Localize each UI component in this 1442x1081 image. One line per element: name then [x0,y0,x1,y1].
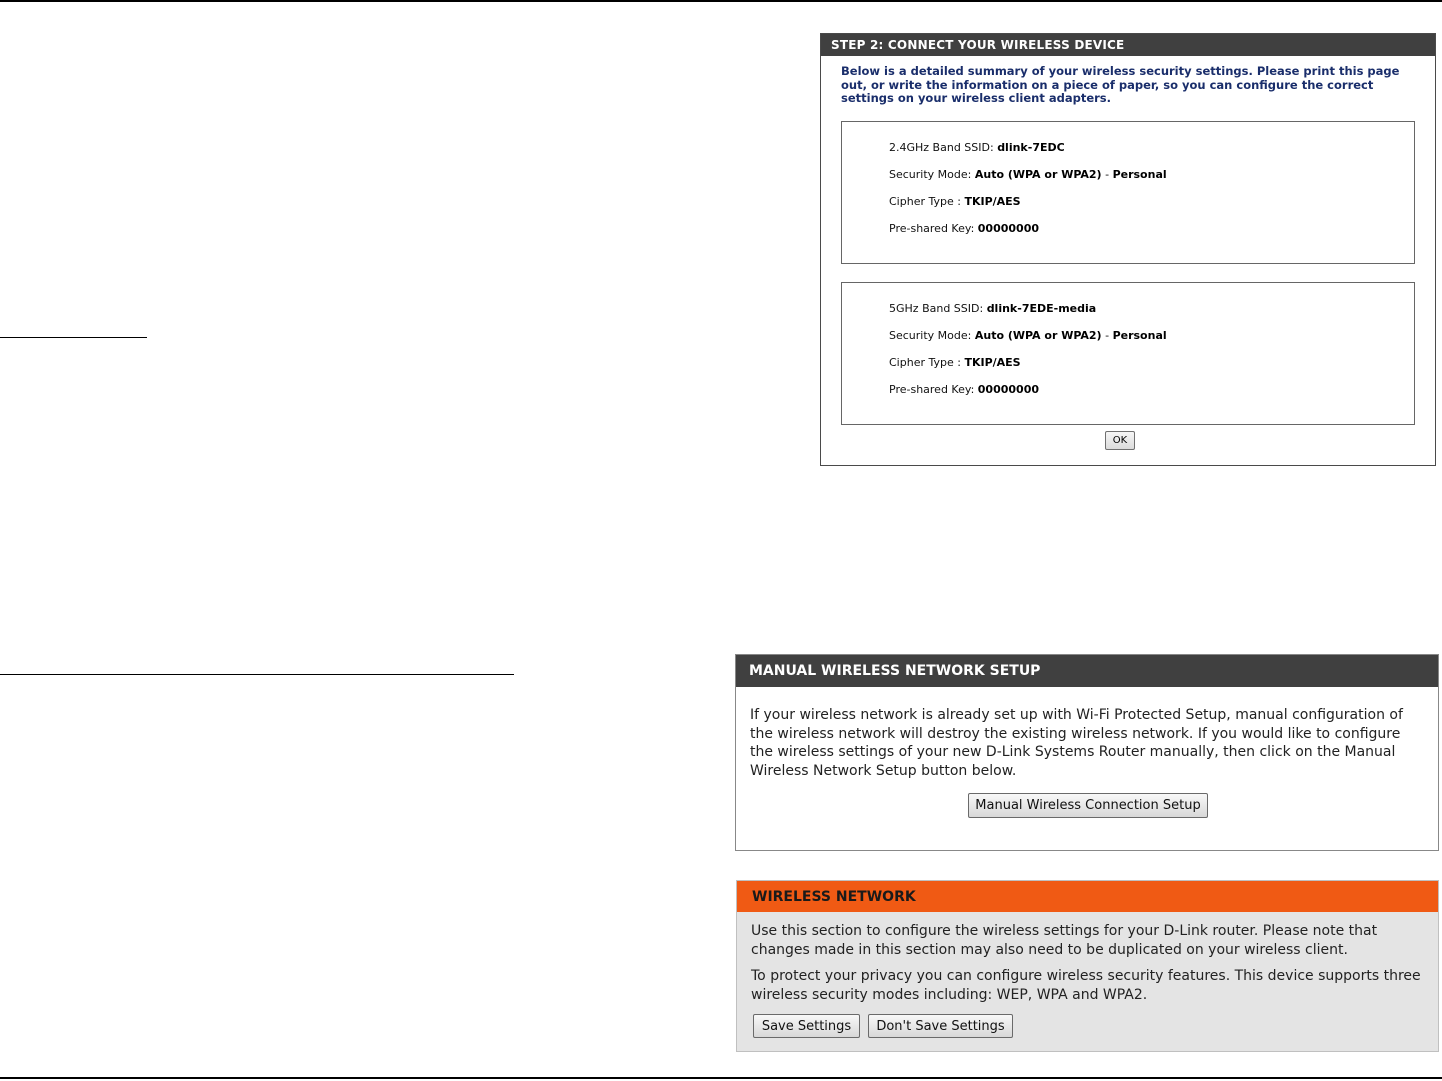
manual-wireless-setup-panel [735,654,1439,851]
security-mode-suffix: Personal [1112,168,1167,181]
divider-line [0,674,514,675]
security-mode-value: Auto (WPA or WPA2) [974,329,1102,342]
step2-intro: Below is a detailed summary of your wireless security settings. Please print this page out, or write the information on a piece of paper, so you can configure the correct settings on your wireless client adapters. [841,64,1400,105]
security-mode-label: Security Mode: [889,329,975,342]
security-mode-value: Auto (WPA or WPA2) [974,168,1102,181]
bottom-rule [0,1077,1442,1079]
separator: - [1101,168,1113,181]
cipher-type-value: TKIP/AES [964,195,1021,208]
security-mode-row [889,168,1167,181]
dont-save-settings-button[interactable]: Don't Save Settings [868,1014,1013,1038]
cipher-type-row [889,356,1021,369]
band-5ghz-summary [841,282,1415,425]
separator: - [1101,329,1113,342]
ssid-value: dlink-7EDC [997,141,1065,154]
cipher-type-row [889,195,1021,208]
wireless-network-header: WIRELESS NETWORK [737,881,1438,912]
wireless-network-panel [736,880,1439,1052]
manual-wireless-connection-setup-button[interactable]: Manual Wireless Connection Setup [968,793,1208,818]
step2-panel [820,33,1436,466]
manual-setup-header: MANUAL WIRELESS NETWORK SETUP [736,655,1438,687]
ssid-value: dlink-7EDE-media [986,302,1097,315]
ssid-label: 5GHz Band SSID: [889,302,987,315]
wireless-security-description: To protect your privacy you can configure wireless security features. This device supports three wireless security modes including: WEP, WPA and WPA2. [751,968,1421,1003]
cipher-type-value: TKIP/AES [964,356,1021,369]
divider-line [0,337,147,338]
preshared-key-value: 00000000 [977,222,1040,235]
preshared-key-label: Pre-shared Key: [889,222,978,235]
ssid-row [889,141,1065,154]
ok-button[interactable]: OK [1105,431,1135,450]
cipher-type-label: Cipher Type : [889,356,965,369]
manual-setup-description: If your wireless network is already set up with Wi-Fi Protected Setup, manual configuration of the wireless network will destroy the existing wireless network. If you would like to configure the wireless settings of your new D-Link Systems Router manually, then click on the Manual Wireless Network Setup button below. [750,707,1403,779]
preshared-key-row [889,222,1039,235]
step2-header: STEP 2: CONNECT YOUR WIRELESS DEVICE [821,34,1435,56]
preshared-key-row [889,383,1039,396]
security-mode-label: Security Mode: [889,168,975,181]
security-mode-row [889,329,1167,342]
ssid-row [889,302,1096,315]
wireless-network-description: Use this section to configure the wireless settings for your D-Link router. Please note that changes made in this section may also need to be duplicated on your wireless client. [751,923,1378,958]
band-24ghz-summary [841,121,1415,264]
ssid-label: 2.4GHz Band SSID: [889,141,998,154]
top-rule [0,0,1442,2]
security-mode-suffix: Personal [1112,329,1167,342]
cipher-type-label: Cipher Type : [889,195,965,208]
save-settings-button[interactable]: Save Settings [753,1014,860,1038]
preshared-key-label: Pre-shared Key: [889,383,978,396]
preshared-key-value: 00000000 [977,383,1040,396]
